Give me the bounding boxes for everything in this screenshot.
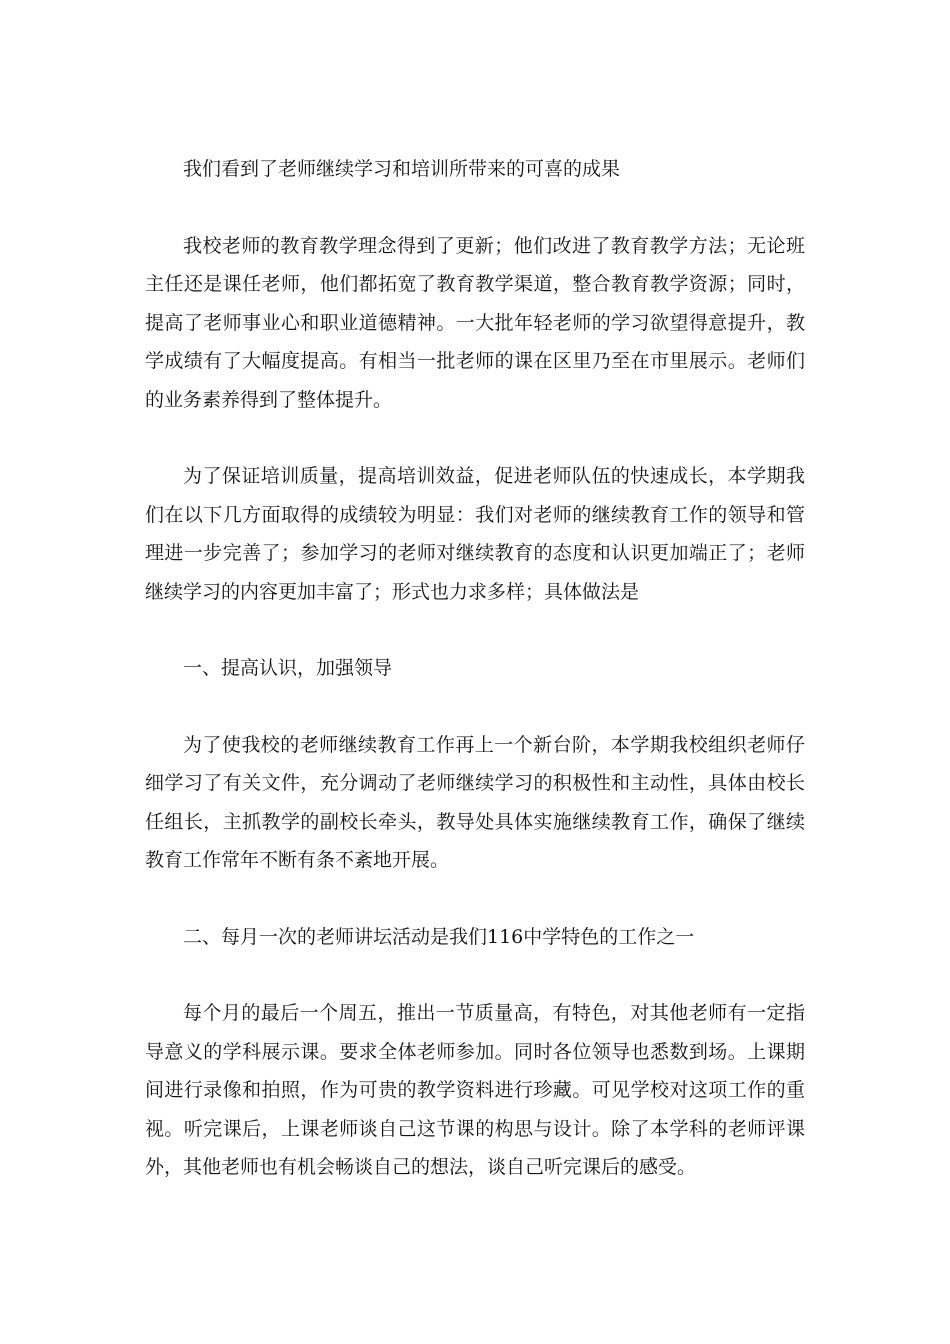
document-body (145, 150, 805, 1187)
paragraph-results-summary: 我们看到了老师继续学习和培训所带来的可喜的成果 (183, 158, 621, 180)
paragraph-monthly-forum-details: 每个月的最后一个周五，推出一节质量高，有特色，对其他老师有一定指导意义的学科展示课。要求全体老师参加。同时各位领导也悉数到场。上课期间进行录像和拍照，作为可贵的教学资料进行珍藏。可见学校对这项工作的重视。听完课后，上课老师谈自己这节课的构思与设计。除了本学科的老师评课外，其他老师也有机会畅谈自己的想法，谈自己听完课后的感受。 (145, 1002, 805, 1178)
section-heading-monthly-forum: 二、每月一次的老师讲坛活动是我们116中学特色的工作之一 (183, 925, 695, 948)
paragraph-leadership-details: 为了使我校的老师继续教育工作再上一个新台阶，本学期我校组织老师仔细学习了有关文件，充分调动了老师继续学习的积极性和主动性，具体由校长任组长，主抓教学的副校长牵头，教导处具体实施继续教育工作，确保了继续教育工作常年不断有条不紊地开展。 (145, 733, 805, 871)
section-heading-leadership: 一、提高认识，加强领导 (183, 657, 393, 679)
paragraph-training-quality: 为了保证培训质量，提高培训效益，促进老师队伍的快速成长，本学期我们在以下几方面取得的成绩较为明显：我们对老师的继续教育工作的领导和管理进一步完善了；参加学习的老师对继续教育的态度和认识更加端正了；老师继续学习的内容更加丰富了；形式也力求多样；具体做法是 (145, 465, 805, 603)
paragraph-teacher-improvements: 我校老师的教育教学理念得到了更新；他们改进了教育教学方法；无论班主任还是课任老师，他们都拓宽了教育教学渠道，整合教育教学资源；同时，提高了老师事业心和职业道德精神。一大批年轻老师的学习欲望得意提升，教学成绩有了大幅度提高。有相当一批老师的课在区里乃至在市里展示。老师们的业务素养得到了整体提升。 (145, 234, 805, 411)
